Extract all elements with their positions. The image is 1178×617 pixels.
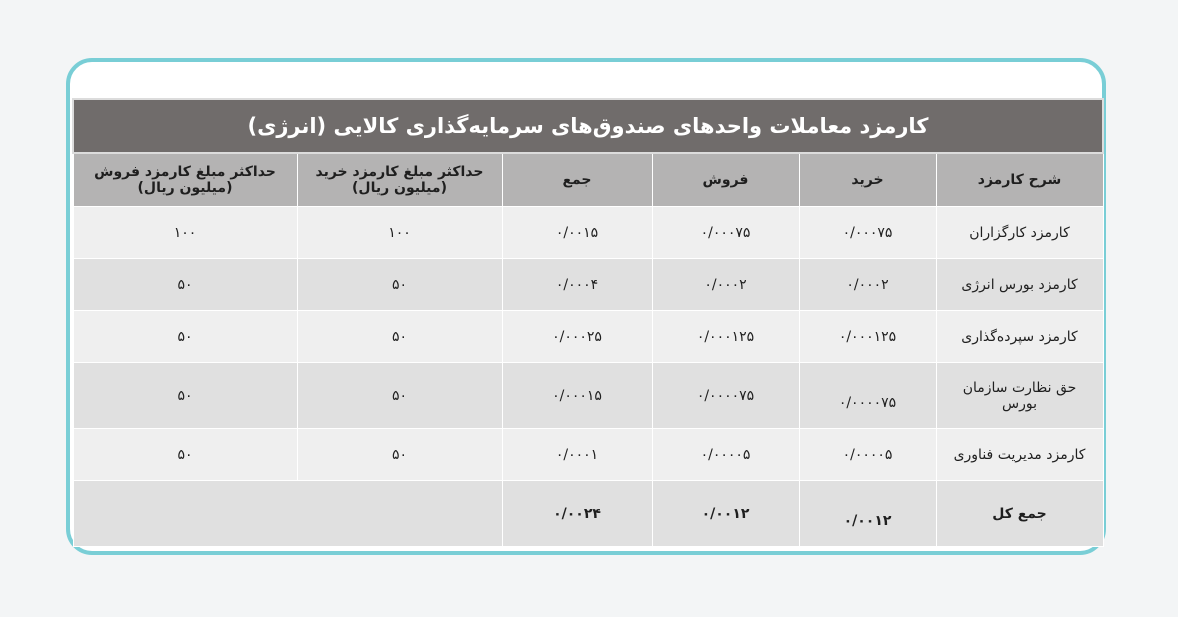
row-sell: ۰/۰۰۰۷۵ <box>652 207 799 259</box>
row-sell: ۰/۰۰۰۰۷۵ <box>652 363 799 429</box>
row-description: حق نظارت سازمان بورس <box>936 363 1103 429</box>
row-buy: ۰/۰۰۰۱۲۵ <box>799 311 936 363</box>
row-description: کارمزد بورس انرژی <box>936 259 1103 311</box>
row-sell: ۰/۰۰۰۰۵ <box>652 429 799 481</box>
row-total: ۰/۰۰۰۲۵ <box>502 311 652 363</box>
row-max-sell: ۵۰ <box>73 363 297 429</box>
row-max-sell: ۵۰ <box>73 311 297 363</box>
table-row <box>73 363 1103 429</box>
row-buy: ۰/۰۰۰۷۵ <box>799 207 936 259</box>
header-max-buy-fee: حداکثر مبلغ کارمزد خرید (میلیون ریال) <box>297 153 502 207</box>
row-buy: ۰/۰۰۰۲ <box>799 259 936 311</box>
table-row <box>73 311 1103 363</box>
row-max-buy: ۱۰۰ <box>297 207 502 259</box>
row-total: ۰/۰۰۰۱ <box>502 429 652 481</box>
row-max-buy: ۵۰ <box>297 429 502 481</box>
row-sell: ۰/۰۰۰۲ <box>652 259 799 311</box>
row-description: کارمزد مدیریت فناوری <box>936 429 1103 481</box>
header-total: جمع <box>502 153 652 207</box>
row-max-sell: ۵۰ <box>73 259 297 311</box>
total-row <box>73 481 1103 547</box>
row-max-buy: ۵۰ <box>297 311 502 363</box>
row-description: کارمزد کارگزاران <box>936 207 1103 259</box>
row-buy: ۰/۰۰۰۰۵ <box>799 429 936 481</box>
row-max-sell: ۵۰ <box>73 429 297 481</box>
table-row <box>73 207 1103 259</box>
header-description: شرح کارمزد <box>936 153 1103 207</box>
row-description: کارمزد سپرده‌گذاری <box>936 311 1103 363</box>
fee-table <box>72 98 1104 547</box>
total-buy: ۰/۰۰۱۲ <box>799 481 936 547</box>
row-max-sell: ۱۰۰ <box>73 207 297 259</box>
total-empty-cell <box>73 481 502 547</box>
table-title: کارمزد معاملات واحدهای صندوق‌های سرمایه‌گذاری کالایی (انرژی) <box>73 99 1103 153</box>
total-label: جمع کل <box>936 481 1103 547</box>
row-total: ۰/۰۰۰۴ <box>502 259 652 311</box>
row-sell: ۰/۰۰۰۱۲۵ <box>652 311 799 363</box>
table-row <box>73 429 1103 481</box>
table-row <box>73 259 1103 311</box>
row-total: ۰/۰۰۱۵ <box>502 207 652 259</box>
header-sell: فروش <box>652 153 799 207</box>
total-total: ۰/۰۰۲۴ <box>502 481 652 547</box>
row-buy: ۰/۰۰۰۰۷۵ <box>799 363 936 429</box>
header-max-sell-fee: حداکثر مبلغ کارمزد فروش (میلیون ریال) <box>73 153 297 207</box>
row-max-buy: ۵۰ <box>297 259 502 311</box>
row-max-buy: ۵۰ <box>297 363 502 429</box>
total-sell: ۰/۰۰۱۲ <box>652 481 799 547</box>
row-total: ۰/۰۰۰۱۵ <box>502 363 652 429</box>
header-buy: خرید <box>799 153 936 207</box>
